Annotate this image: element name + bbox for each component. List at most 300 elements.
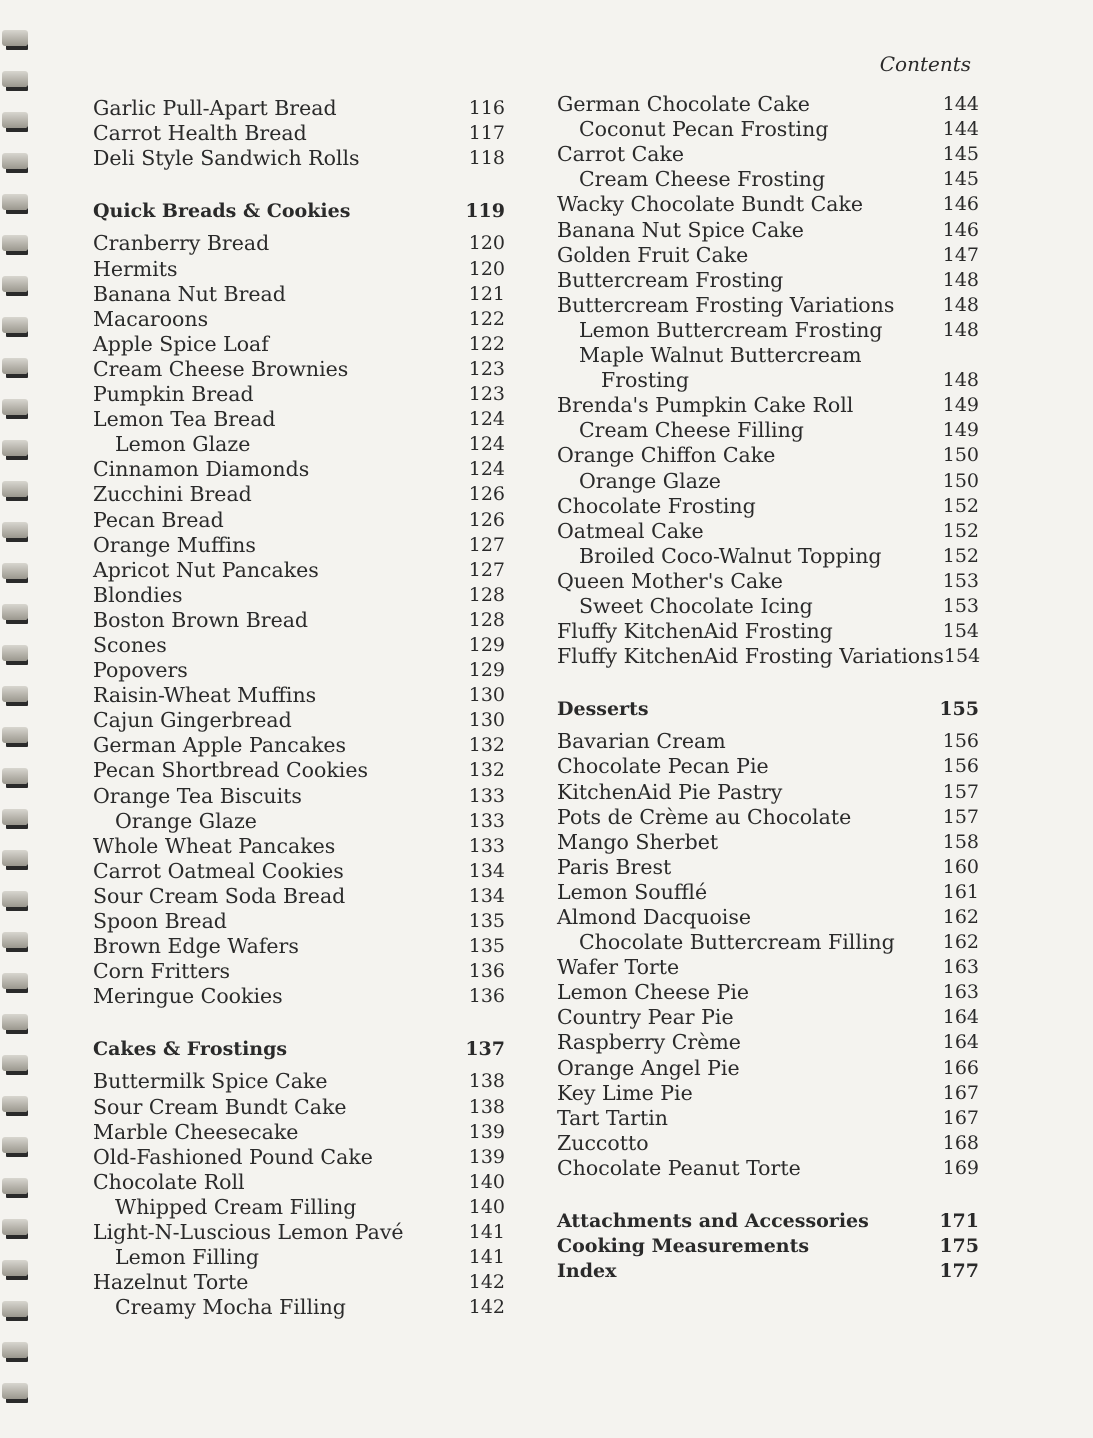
toc-entry-title: Creamy Mocha Filling [115,1295,346,1320]
toc-entry [93,558,505,583]
binding-ring [2,1219,28,1235]
toc-entry [557,393,979,418]
toc-entry-title: Pecan Shortbread Cookies [93,758,368,783]
binding-ring [2,727,28,743]
binding-ring [2,194,28,210]
binding-ring [2,563,28,579]
toc-entry-title: KitchenAid Pie Pastry [557,779,783,804]
toc-page-number: 127 [468,558,505,581]
binding-ring [2,235,28,251]
toc-entry-title: Orange Tea Biscuits [93,783,302,808]
toc-page-number: 152 [942,544,979,567]
toc-page-number: 135 [468,935,505,958]
toc-page-number: 154 [942,620,979,643]
toc-entry [557,217,979,242]
toc-page-number: 120 [468,257,505,280]
toc-page-number: 146 [942,218,979,241]
toc-entry [93,96,505,121]
toc-entry-title: Popovers [93,658,188,683]
toc-entry [557,754,979,779]
toc-entry-title: Scones [93,632,167,657]
toc-entry [557,494,979,519]
toc-entry-title: Coconut Pecan Frosting [579,117,829,142]
binding-ring [2,153,28,169]
toc-entry-title: Brown Edge Wafers [93,934,299,959]
binding-ring [2,276,28,292]
toc-entry-title: Lemon Cheese Pie [557,980,750,1005]
toc-entry-title: Fluffy KitchenAid Frosting [557,619,833,644]
toc-entry-title: Wacky Chocolate Bundt Cake [557,192,864,217]
toc-entry [557,1005,979,1030]
binding-ring [2,686,28,702]
toc-entry [93,758,505,783]
binding-ring [2,1301,28,1317]
toc-page-number: 130 [468,684,505,707]
toc-entry-title: Carrot Oatmeal Cookies [93,858,344,883]
toc-entry [557,1055,979,1080]
toc-page-number: 150 [942,444,979,467]
toc-entry-title: Carrot Cake [557,142,685,167]
heading-spacer [93,224,505,231]
toc-page-number: 154 [943,645,981,668]
toc-entry-title: Apple Spice Loaf [93,331,269,356]
toc-page-number: 118 [468,147,505,170]
toc-entry-title: Chocolate Frosting [557,493,756,518]
toc-section-heading [557,697,979,722]
toc-entry-title: Chocolate Peanut Torte [557,1155,801,1180]
toc-page-number: 147 [942,243,979,266]
toc-page-number: 148 [942,268,979,291]
toc-entry-title: Orange Glaze [579,468,721,493]
toc-page-number: 142 [468,1296,505,1319]
toc-entry-title: Meringue Cookies [93,984,283,1009]
toc-entry [93,482,505,507]
toc-entry-title: Cinnamon Diamonds [93,457,310,482]
toc-entry [93,959,505,984]
toc-page-number: 122 [468,332,505,355]
toc-entry [557,142,979,167]
toc-entry [557,805,979,830]
toc-entry-title: Lemon Filling [115,1245,260,1270]
toc-entry-title: Lemon Buttercream Frosting [579,317,883,342]
toc-page-number: 141 [468,1221,505,1244]
section-spacer [557,1181,979,1209]
toc-page-number: 138 [468,1070,505,1093]
toc-entry [557,243,979,268]
toc-page-number: 160 [942,855,979,878]
toc-entry-title: Lemon Tea Bread [93,407,276,432]
toc-entry-title: Apricot Nut Pancakes [93,557,319,582]
toc-entry-title: Quick Breads & Cookies [93,200,351,223]
toc-page-number: 123 [468,357,505,380]
toc-page-number: 156 [942,755,979,778]
toc-entry-title: Macaroons [93,306,209,331]
toc-entry-title: Old-Fashioned Pound Cake [93,1144,373,1169]
toc-entry-title: Broiled Coco-Walnut Topping [579,543,882,568]
toc-entry [93,809,505,834]
toc-entry [557,117,979,142]
toc-right-column [557,92,979,1284]
toc-entry-title: Carrot Health Bread [93,121,307,146]
toc-page-number: 167 [942,1106,979,1129]
toc-page-number: 132 [468,734,505,757]
toc-entry [557,955,979,980]
binding-ring [2,30,28,46]
toc-entry [557,855,979,880]
toc-entry [93,1094,505,1119]
toc-entry-title: Raisin-Wheat Muffins [93,683,317,708]
toc-entry [557,544,979,569]
toc-entry [557,418,979,443]
toc-entry [93,1220,505,1245]
binding-ring [2,317,28,333]
toc-entry-title: Blondies [93,582,183,607]
spiral-binding [0,0,40,1438]
toc-entry-title: Key Lime Pie [557,1080,693,1105]
toc-page-number: 136 [468,960,505,983]
toc-entry-title: Index [557,1260,617,1283]
toc-entry-title: Brenda's Pumpkin Cake Roll [557,393,854,418]
toc-entry-title: Mango Sherbet [557,829,719,854]
toc-entry [93,783,505,808]
toc-entry [557,192,979,217]
toc-page-number: 127 [468,533,505,556]
binding-ring [2,932,28,948]
toc-entry-title: Cooking Measurements [557,1235,810,1258]
toc-entry-title: Garlic Pull-Apart Bread [93,96,337,121]
toc-entry [93,507,505,532]
toc-entry-title: Bavarian Cream [557,729,726,754]
toc-section-heading [557,1234,979,1259]
toc-page-number: 148 [942,293,979,316]
toc-entry-title: Buttermilk Spice Cake [93,1069,328,1094]
toc-entry-title: Corn Fritters [93,959,231,984]
toc-page-number: 120 [468,232,505,255]
toc-entry [93,231,505,256]
toc-entry [93,1120,505,1145]
toc-entry-title: Orange Chiffon Cake [557,443,776,468]
toc-entry [557,569,979,594]
toc-entry [557,1131,979,1156]
toc-entry-title: Spoon Bread [93,909,227,933]
toc-entry [93,984,505,1009]
toc-page-number: 153 [942,594,979,617]
toc-page-number: 119 [465,200,505,223]
toc-page-number: 124 [468,458,505,481]
page-header: Contents [879,52,971,76]
toc-entry-title: Marble Cheesecake [93,1119,299,1144]
toc-entry-title: Cream Cheese Frosting [579,167,826,192]
toc-entry [557,1081,979,1106]
toc-entry-title: Zucchini Bread [93,482,252,507]
toc-page-number: 148 [942,369,979,392]
toc-page-number: 134 [468,859,505,882]
toc-page-number: 169 [942,1156,979,1179]
toc-page-number: 126 [468,508,505,531]
toc-entry [557,167,979,192]
toc-entry [557,830,979,855]
toc-entry-title: Orange Muffins [93,532,256,557]
toc-entry-title: Cream Cheese Filling [579,418,804,443]
toc-section-heading [93,1037,505,1062]
binding-ring [2,1055,28,1071]
toc-page-number: 157 [942,805,979,828]
toc-page-number: 124 [468,433,505,456]
toc-page-number: 161 [942,880,979,903]
toc-entry [93,1069,505,1094]
toc-entry-title: Queen Mother's Cake [557,568,783,593]
toc-entry-title: Attachments and Accessories [557,1210,869,1233]
section-spacer [557,669,979,697]
section-spacer [93,171,505,199]
section-spacer [93,1009,505,1037]
toc-entry [93,583,505,608]
toc-page-number: 156 [942,730,979,753]
toc-page-number: 152 [942,519,979,542]
toc-entry-title: Cranberry Bread [93,231,270,256]
toc-entry-title: Pecan Bread [93,507,224,532]
toc-entry [557,519,979,544]
toc-entry [93,859,505,884]
binding-ring [2,768,28,784]
toc-page-number: 175 [939,1235,979,1258]
toc-page-number: 123 [468,383,505,406]
toc-page-number: 166 [942,1056,979,1079]
toc-page-number: 134 [468,884,505,907]
toc-page-number: 171 [939,1210,979,1233]
toc-page-number: 146 [942,193,979,216]
toc-entry [93,457,505,482]
toc-page-number: 164 [942,1031,979,1054]
toc-page-number: 133 [468,784,505,807]
toc-entry-title: Desserts [557,698,649,721]
toc-entry [557,930,979,955]
toc-entry-title: Whipped Cream Filling [115,1194,357,1219]
toc-entry [557,1156,979,1181]
toc-page-number: 129 [468,633,505,656]
toc-entry [557,368,979,393]
toc-entry-title: Frosting [601,368,690,393]
binding-ring [2,522,28,538]
toc-page-number: 116 [468,97,505,120]
toc-entry-title: Golden Fruit Cake [557,242,749,267]
toc-entry-title: Hazelnut Torte [93,1270,249,1295]
toc-entry-title: Maple Walnut Buttercream [579,343,862,368]
binding-ring [2,481,28,497]
toc-page-number: 163 [942,981,979,1004]
toc-page-number: 149 [942,419,979,442]
toc-page-number: 128 [468,583,505,606]
toc-entry [93,121,505,146]
toc-page-number: 142 [468,1271,505,1294]
toc-page-number: 129 [468,659,505,682]
toc-page-number: 135 [468,910,505,932]
toc-entry-title: Chocolate Roll [93,1169,245,1194]
toc-entry-title: Sour Cream Bundt Cake [93,1094,347,1119]
toc-entry [557,1030,979,1055]
toc-entry [93,909,505,934]
toc-page-number: 177 [939,1260,979,1283]
toc-left-column [93,96,505,1320]
toc-page-number: 117 [468,122,505,145]
toc-entry-title: Deli Style Sandwich Rolls [93,146,360,171]
toc-page-number: 153 [942,569,979,592]
toc-entry [557,594,979,619]
toc-entry-title: Almond Dacquoise [557,905,751,929]
toc-entry-title: Zuccotto [557,1130,649,1155]
toc-page-number: 155 [939,698,979,721]
toc-entry-title: Wafer Torte [557,955,680,980]
binding-ring [2,850,28,866]
toc-page-number: 145 [942,143,979,166]
toc-entry [557,619,979,644]
toc-entry-title: Cakes & Frostings [93,1038,288,1061]
toc-entry [93,533,505,558]
toc-entry-title: Fluffy KitchenAid Frosting Variations [557,644,944,669]
toc-page-number: 122 [468,307,505,330]
binding-ring [2,1178,28,1194]
toc-entry [93,282,505,307]
toc-entry-title: Chocolate Buttercream Filling [579,930,895,955]
toc-section-heading [93,199,505,224]
toc-entry-title: Orange Angel Pie [557,1055,740,1080]
toc-entry [557,293,979,318]
toc-page-number: 139 [468,1145,505,1168]
toc-entry-title: Oatmeal Cake [557,518,704,543]
toc-entry-title: Pumpkin Bread [93,382,254,407]
toc-entry [93,633,505,658]
toc-page-number: 158 [942,830,979,853]
toc-entry [557,268,979,293]
toc-entry-title: Banana Nut Bread [93,281,286,306]
binding-ring [2,358,28,374]
binding-ring [2,645,28,661]
toc-page-number: 144 [942,93,979,116]
toc-entry [557,980,979,1005]
toc-page-number: 133 [468,834,505,857]
toc-entry [557,1106,979,1131]
toc-entry [557,92,979,117]
binding-ring [2,973,28,989]
toc-entry-title: Buttercream Frosting [557,267,784,292]
toc-page-number: 138 [468,1095,505,1118]
toc-entry-title: Pots de Crème au Chocolate [557,804,852,829]
toc-entry-title: Lemon Soufflé [557,879,708,904]
toc-page-number: 149 [942,394,979,417]
toc-entry-title: Buttercream Frosting Variations [557,292,895,317]
toc-page-number: 121 [468,282,505,305]
toc-entry-title: Whole Wheat Pancakes [93,833,336,858]
toc-page-number: 126 [468,483,505,506]
toc-entry [557,343,979,368]
toc-page-number: 136 [468,985,505,1008]
toc-entry-title: Paris Brest [557,854,672,879]
toc-entry [93,934,505,959]
toc-page-number: 139 [468,1120,505,1143]
toc-page-number: 124 [468,408,505,431]
toc-entry [93,608,505,633]
heading-spacer [557,722,979,729]
toc-page-number: 162 [942,906,979,928]
toc-entry [93,1245,505,1270]
toc-entry [93,332,505,357]
toc-entry-title: Cajun Gingerbread [93,708,292,733]
binding-ring [2,1342,28,1358]
toc-entry [93,733,505,758]
toc-page-number: 145 [942,168,979,191]
toc-page-number: 167 [942,1081,979,1104]
binding-ring [2,1137,28,1153]
toc-entry [557,468,979,493]
toc-entry-title: Sweet Chocolate Icing [579,593,813,618]
toc-entry [93,256,505,281]
toc-page-number: 132 [468,759,505,782]
toc-entry-title: Banana Nut Spice Cake [557,217,804,242]
toc-entry [93,307,505,332]
toc-entry-title: Country Pear Pie [557,1005,734,1030]
toc-page-number: 140 [468,1195,505,1218]
binding-ring [2,1014,28,1030]
toc-page-number: 137 [465,1038,505,1061]
toc-page-number: 148 [942,318,979,341]
toc-entry-title: Hermits [93,256,178,281]
toc-entry [93,382,505,407]
binding-ring [2,891,28,907]
toc-entry-title: Raspberry Crème [557,1030,741,1055]
toc-entry [93,357,505,382]
toc-entry [557,644,979,669]
toc-entry-title: Lemon Glaze [115,432,251,457]
binding-ring [2,1383,28,1399]
toc-entry [93,683,505,708]
toc-page-number: 164 [942,1006,979,1029]
toc-entry-title: Sour Cream Soda Bread [93,883,346,908]
toc-page-number: 133 [468,809,505,832]
toc-entry [557,443,979,468]
toc-entry-title: German Apple Pancakes [93,733,347,758]
toc-entry-title: Chocolate Pecan Pie [557,754,769,779]
toc-entry [557,318,979,343]
toc-entry-title: Cream Cheese Brownies [93,356,349,381]
toc-entry-title: German Chocolate Cake [557,92,810,117]
toc-page-number: 150 [942,469,979,492]
heading-spacer [93,1062,505,1069]
binding-ring [2,399,28,415]
binding-ring [2,1096,28,1112]
binding-ring [2,604,28,620]
toc-entry [93,1195,505,1220]
toc-entry [557,880,979,905]
toc-entry-title: Boston Brown Bread [93,607,309,632]
toc-entry [93,407,505,432]
toc-page-number: 141 [468,1246,505,1269]
toc-entry [93,1145,505,1170]
toc-page-number: 168 [942,1131,979,1154]
toc-entry [93,658,505,683]
binding-ring [2,440,28,456]
toc-page-number: 163 [942,956,979,979]
binding-ring [2,71,28,87]
toc-entry [93,1295,505,1320]
toc-page-number: 144 [942,118,979,141]
toc-page-number: 152 [942,494,979,517]
toc-entry [93,146,505,171]
toc-page-number: 140 [468,1170,505,1193]
toc-section-heading [557,1259,979,1284]
toc-entry [557,729,979,754]
toc-entry [93,834,505,859]
toc-entry [93,708,505,733]
